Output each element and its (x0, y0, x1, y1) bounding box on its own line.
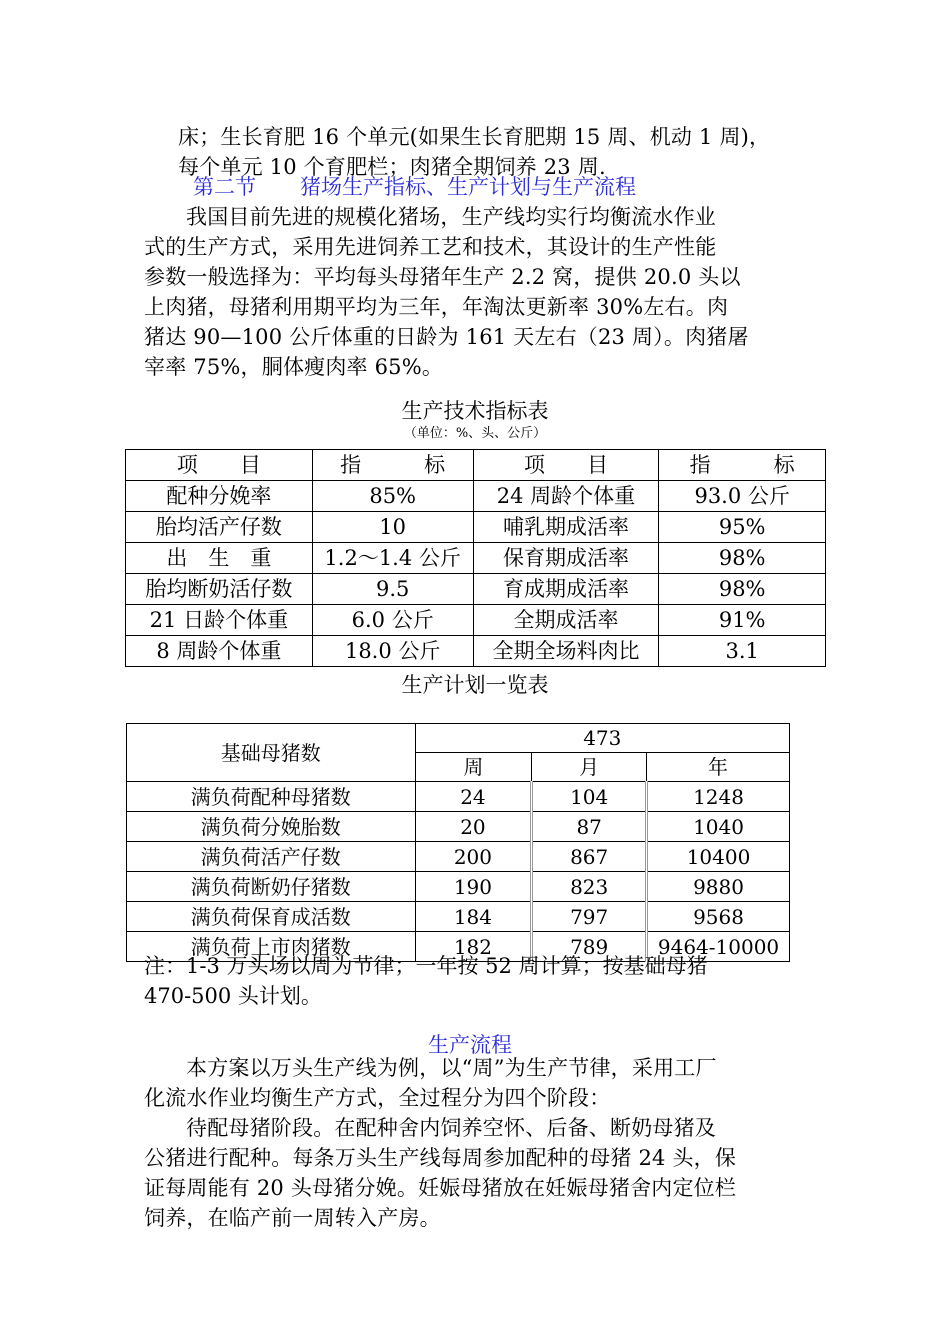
plan-cell: 满负荷分娩胎数 (127, 812, 416, 842)
tech-cell: 10 (312, 512, 473, 543)
section-line-2: 式的生产方式，采用先进饲养工艺和技术，其设计的生产性能 (144, 235, 717, 259)
plan-col-week: 周 (415, 753, 532, 782)
flow-heading: 生产流程 (428, 1033, 512, 1057)
plan-cell: 满负荷保育成活数 (127, 902, 416, 932)
tech-header-item: 项 目 (473, 450, 659, 481)
plan-cell: 9880 (647, 872, 790, 902)
plan-col-month: 月 (532, 753, 647, 782)
plan-table-title: 生产计划一览表 (401, 673, 549, 697)
tech-cell: 18.0 公斤 (312, 636, 473, 667)
plan-cell: 104 (532, 782, 647, 812)
plan-cell: 190 (415, 872, 532, 902)
tech-indicator-table (125, 449, 826, 667)
plan-cell: 满负荷活产仔数 (127, 842, 416, 872)
flow-line-5: 证每周能有 20 头母猪分娩。妊娠母猪放在妊娠母猪舍内定位栏 (144, 1176, 737, 1200)
table-row (127, 902, 790, 932)
table-row (126, 543, 826, 574)
section-title: 猪场生产指标、生产计划与生产流程 (300, 175, 636, 199)
table-row (127, 812, 790, 842)
flow-line-1: 本方案以万头生产线为例，以“周”为生产节律，采用工厂 (186, 1056, 717, 1080)
plan-cell: 867 (532, 842, 647, 872)
plan-cell: 200 (415, 842, 532, 872)
tech-cell: 配种分娩率 (126, 481, 313, 512)
tech-cell: 3.1 (659, 636, 826, 667)
section-heading (193, 172, 636, 202)
plan-note-line-2: 470-500 头计划。 (144, 984, 322, 1008)
plan-cell: 20 (415, 812, 532, 842)
tech-cell: 全期成活率 (473, 605, 659, 636)
production-plan-table (126, 723, 790, 962)
tech-cell: 出 生 重 (126, 543, 313, 574)
plan-cell: 满负荷上市肉猪数 (127, 932, 416, 962)
plan-cell: 10400 (647, 842, 790, 872)
tech-cell: 胎均断奶活仔数 (126, 574, 313, 605)
plan-header-row (127, 724, 790, 753)
plan-cell: 9464-10000 (647, 932, 790, 962)
plan-note-line-1: 注：1-3 万头场以周为节律；一年按 52 周计算；按基础母猪 (144, 954, 708, 978)
section-line-3: 参数一般选择为：平均每头母猪年生产 2.2 窝，提供 20.0 头以 (144, 265, 741, 289)
section-line-1: 我国目前先进的规模化猪场，生产线均实行均衡流水作业 (186, 205, 716, 229)
table-row (127, 872, 790, 902)
table-row (126, 574, 826, 605)
section-line-6: 宰率 75%，胴体瘦肉率 65%。 (144, 355, 444, 379)
plan-top-value: 473 (415, 724, 789, 753)
flow-line-6: 饲养，在临产前一周转入产房。 (144, 1206, 441, 1230)
tech-header-value: 指 标 (659, 450, 826, 481)
tech-table-unit: （单位：%、头、公斤） (403, 426, 547, 441)
plan-col-year: 年 (647, 753, 790, 782)
tech-header-item: 项 目 (126, 450, 313, 481)
flow-paragraph (144, 1053, 736, 1233)
plan-cell: 184 (415, 902, 532, 932)
plan-note (144, 951, 708, 1011)
plan-cell: 789 (532, 932, 647, 962)
plan-cell: 182 (415, 932, 532, 962)
plan-cell: 87 (532, 812, 647, 842)
tech-cell: 98% (659, 543, 826, 574)
table-row (126, 636, 826, 667)
intro-line-2: 每个单元 10 个育肥栏；肉猪全期饲养 23 周. (178, 155, 606, 179)
plan-cell: 满负荷配种母猪数 (127, 782, 416, 812)
plan-cell: 1040 (647, 812, 790, 842)
tech-header-value: 指 标 (312, 450, 473, 481)
tech-cell: 91% (659, 605, 826, 636)
table-row (126, 512, 826, 543)
tech-cell: 95% (659, 512, 826, 543)
tech-cell: 全期全场料肉比 (473, 636, 659, 667)
table-row (126, 481, 826, 512)
flow-line-2: 化流水作业均衡生产方式，全过程分为四个阶段： (144, 1086, 611, 1110)
tech-cell: 1.2～1.4 公斤 (312, 543, 473, 574)
plan-row-header: 基础母猪数 (127, 724, 416, 782)
section-number: 第二节 (193, 175, 256, 199)
table-row (127, 782, 790, 812)
tech-cell: 98% (659, 574, 826, 605)
plan-cell: 9568 (647, 902, 790, 932)
tech-cell: 胎均活产仔数 (126, 512, 313, 543)
plan-cell: 满负荷断奶仔猪数 (127, 872, 416, 902)
intro-line-1: 床；生长育肥 16 个单元(如果生长育肥期 15 周、机动 1 周)， (178, 125, 771, 149)
tech-cell: 8 周龄个体重 (126, 636, 313, 667)
plan-cell: 797 (532, 902, 647, 932)
tech-table-title: 生产技术指标表 (401, 399, 549, 423)
flow-line-4: 公猪进行配种。每条万头生产线每周参加配种的母猪 24 头，保 (144, 1146, 737, 1170)
tech-cell: 6.0 公斤 (312, 605, 473, 636)
tech-cell: 21 日龄个体重 (126, 605, 313, 636)
tech-cell: 93.0 公斤 (659, 481, 826, 512)
tech-cell: 24 周龄个体重 (473, 481, 659, 512)
tech-cell: 85% (312, 481, 473, 512)
table-row (126, 605, 826, 636)
plan-cell: 823 (532, 872, 647, 902)
section-line-4: 上肉猪，母猪利用期平均为三年，年淘汰更新率 30%左右。肉 (144, 295, 729, 319)
plan-cell: 1248 (647, 782, 790, 812)
section-paragraph (144, 202, 749, 382)
section-line-5: 猪达 90—100 公斤体重的日龄为 161 天左右（23 周）。肉猪屠 (144, 325, 749, 349)
tech-cell: 保育期成活率 (473, 543, 659, 574)
tech-table-header-row (126, 450, 826, 481)
tech-cell: 9.5 (312, 574, 473, 605)
flow-line-3: 待配母猪阶段。在配种舍内饲养空怀、后备、断奶母猪及 (186, 1116, 716, 1140)
plan-cell: 24 (415, 782, 532, 812)
table-row (127, 842, 790, 872)
tech-cell: 哺乳期成活率 (473, 512, 659, 543)
tech-cell: 育成期成活率 (473, 574, 659, 605)
